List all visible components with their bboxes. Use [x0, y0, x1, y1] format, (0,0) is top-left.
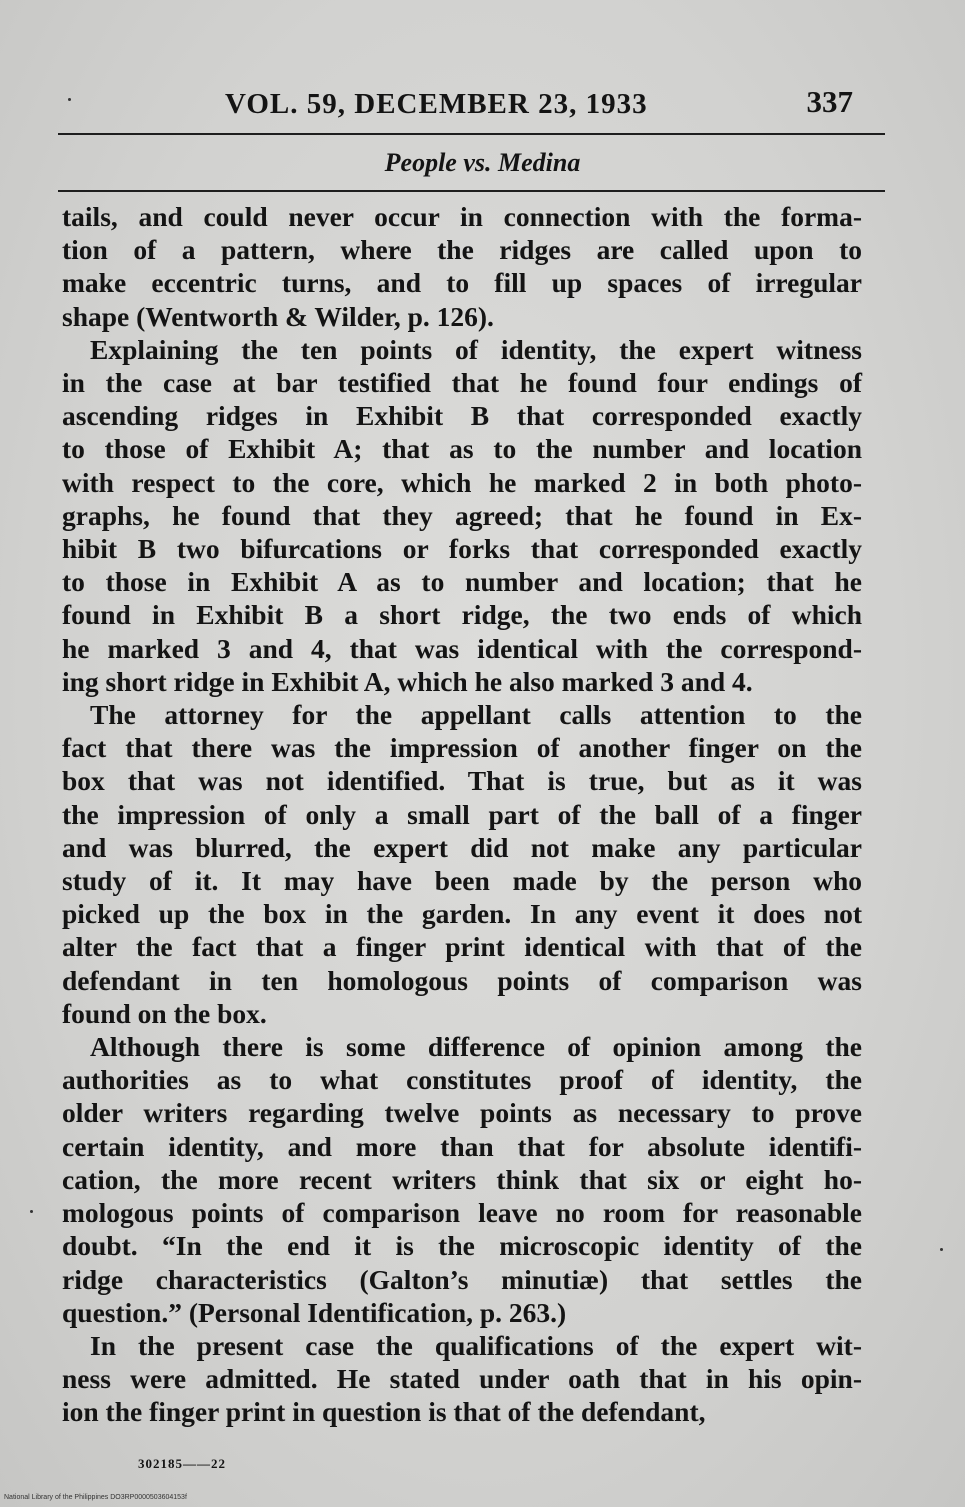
text-line: question.” (Personal Identification, p. 263.) — [62, 1296, 567, 1328]
text-line: The attorney for the appellant calls attention to the — [90, 699, 862, 731]
scan-speck — [68, 98, 71, 101]
text-line: found on the box. — [62, 997, 267, 1029]
paragraph — [62, 200, 862, 333]
running-head: VOL. 59, DECEMBER 23, 1933 — [225, 88, 648, 120]
case-title: People vs. Medina — [384, 148, 581, 177]
scan-speck — [30, 1210, 33, 1213]
text-line: and was blurred, the expert did not make any particular — [62, 831, 862, 863]
header-rule-top — [58, 133, 885, 135]
text-line: study of it. It may have been made by the person who — [62, 865, 862, 897]
text-line: in the case at bar testified that he found four endings of — [62, 367, 862, 399]
text-line: ion the finger print in question is that of the defendant, — [62, 1396, 706, 1428]
paragraph — [62, 1329, 862, 1429]
text-line: alter the fact that a finger print identical with that of the — [62, 931, 862, 963]
text-line: graphs, he found that they agreed; that he found in Ex- — [62, 499, 862, 531]
paragraph — [62, 698, 862, 1030]
text-line: hibit B two bifurcations or forks that corresponded exactly — [62, 533, 862, 565]
text-line: In the present case the qualifications of the expert wit- — [90, 1329, 862, 1361]
text-line: ing short ridge in Exhibit A, which he also marked 3 and 4. — [62, 665, 753, 697]
text-line: box that was not identified. That is true, but as it was — [62, 765, 862, 797]
scan-speck — [940, 1248, 943, 1251]
text-line: certain identity, and more than that for absolute identifi- — [62, 1130, 862, 1162]
text-line: picked up the box in the garden. In any event it does not — [62, 898, 862, 930]
text-line: cation, the more recent writers think that six or eight ho- — [62, 1163, 862, 1195]
scan-credit: National Library of the Philippines DO3RP0000503604153f — [4, 1494, 187, 1501]
header-rule-bottom — [58, 190, 885, 192]
text-line: ridge characteristics (Galton’s minutiæ) that settles the — [62, 1263, 862, 1295]
text-line: mologous points of comparison leave no room for reasonable — [62, 1197, 862, 1229]
print-code: 302185——22 — [138, 1456, 226, 1471]
text-line: authorities as to what constitutes proof of identity, the — [62, 1064, 862, 1096]
text-line: doubt. “In the end it is the microscopic identity of the — [62, 1230, 862, 1262]
text-line: Although there is some difference of opinion among the — [90, 1031, 862, 1063]
text-line: older writers regarding twelve points as necessary to prove — [62, 1097, 862, 1129]
paragraph — [62, 333, 862, 698]
text-line: to those of Exhibit A; that as to the number and location — [62, 433, 862, 465]
text-line: ascending ridges in Exhibit B that corresponded exactly — [62, 400, 862, 432]
page-number: 337 — [806, 84, 853, 119]
text-line: to those in Exhibit A as to number and location; that he — [62, 566, 862, 598]
text-line: ness were admitted. He stated under oath that in his opin- — [62, 1363, 862, 1395]
text-line: with respect to the core, which he marked 2 in both photo- — [62, 466, 862, 498]
text-line: tails, and could never occur in connection with the forma- — [62, 201, 862, 232]
text-line: defendant in ten homologous points of comparison was — [62, 964, 862, 996]
text-line: the impression of only a small part of the ball of a finger — [62, 798, 862, 830]
text-line: shape (Wentworth & Wilder, p. 126). — [62, 300, 494, 332]
text-line: Explaining the ten points of identity, the expert witness — [90, 333, 862, 365]
text-line: make eccentric turns, and to fill up spaces of irregular — [62, 267, 862, 299]
text-line: found in Exhibit B a short ridge, the two ends of which — [62, 599, 862, 631]
text-line: tion of a pattern, where the ridges are called upon to — [62, 234, 862, 266]
text-line: fact that there was the impression of another finger on the — [62, 732, 862, 764]
paragraph — [62, 1030, 862, 1329]
text-line: he marked 3 and 4, that was identical with the correspond- — [62, 632, 862, 664]
body-text — [62, 200, 862, 1429]
